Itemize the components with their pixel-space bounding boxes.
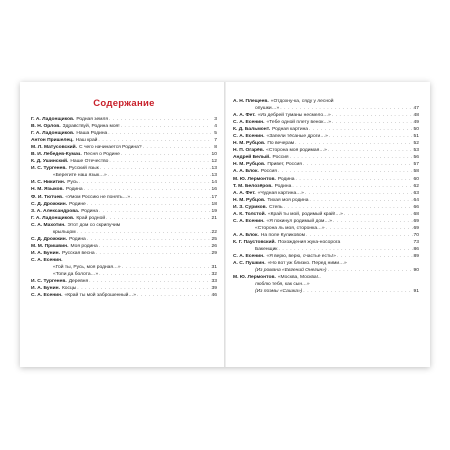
entry-title: Песня о Родине [83, 152, 120, 158]
contents-entry [31, 186, 217, 193]
dot-leader [143, 144, 211, 151]
entry-page-number: 22 [211, 229, 217, 235]
dot-leader [100, 165, 211, 172]
dot-leader [108, 130, 211, 137]
entry-title: С чего начинается Родина? [79, 145, 142, 151]
contents-entry [31, 285, 217, 292]
contents-entry [233, 133, 419, 140]
entry-title: Родина [81, 208, 98, 214]
entry-page-number: 29 [211, 250, 217, 256]
contents-entry [233, 183, 419, 190]
entry-author: С. Д. Дрожжин. [31, 236, 68, 242]
entry-title: Родина [277, 176, 295, 182]
entry-title: По вечерам [267, 141, 295, 147]
contents-entry [31, 130, 217, 137]
entry-author: Н. М. Рубцов. [233, 162, 266, 168]
entry-title: «Из дебрей туманы несмело…» [257, 113, 331, 119]
entry-title: Здравствуй, Родина моя! [62, 124, 120, 130]
entry-page-number: 86 [413, 246, 419, 252]
dot-leader [99, 208, 211, 215]
entry-page-number: 69 [413, 218, 419, 224]
entry-title: Родине [69, 201, 86, 207]
entry-title: Край родной [76, 215, 106, 221]
entry-page-number: 33 [211, 279, 217, 285]
entry-title: «Но вот уж близко. Перед ними…» [267, 261, 347, 267]
entry-author: К. Д. Ушинский. [31, 159, 69, 165]
entry-page-number: 51 [413, 134, 419, 140]
entry-page-number: 91 [413, 289, 419, 295]
entry-author: Антон Пришелец. [31, 138, 74, 144]
entry-author: И. С. Тургенев. [31, 166, 67, 172]
contents-entry [31, 222, 217, 229]
entry-title: Родина [65, 187, 83, 193]
entry-title: «Берегите наш язык…» [53, 173, 107, 179]
entry-author: И. С. Тургенев. [31, 279, 67, 285]
entry-page-number: 48 [413, 113, 419, 119]
dot-leader [328, 267, 413, 274]
entry-author: А. А. Блок. [233, 232, 259, 238]
contents-entry [31, 151, 217, 158]
contents-entry [233, 126, 419, 133]
contents-entry [233, 140, 419, 147]
entry-title: Деревня [68, 279, 89, 285]
entry-title: опушки…» [255, 106, 280, 112]
contents-entry [31, 236, 217, 243]
entry-author: З. А. Александрова. [31, 208, 80, 214]
dot-leader [109, 116, 211, 123]
entry-page-number: 39 [211, 286, 217, 292]
contents-entry [233, 267, 419, 274]
entry-author: И. С. Никитин. [31, 180, 66, 186]
dot-leader [292, 183, 412, 190]
dot-leader [295, 140, 412, 147]
contents-entry [31, 201, 217, 208]
entry-author: Андрей Белый. [233, 155, 271, 161]
entry-title: Наш край [75, 138, 98, 144]
entry-title: Тихая моя родина [267, 197, 309, 203]
entry-page-number: 7 [214, 138, 217, 144]
dot-leader [290, 154, 413, 161]
entry-author: Ф. И. Тютчев. [31, 194, 64, 200]
dot-leader [77, 229, 211, 236]
entry-title: «Я покинул родимый дом…» [266, 218, 333, 224]
contents-entry [31, 144, 217, 151]
dot-leader [89, 278, 210, 285]
entry-title: Наша Родина [76, 131, 108, 137]
entry-page-number: 64 [413, 197, 419, 203]
contents-entry [233, 154, 419, 161]
entry-author: С. Д. Дрожжин. [31, 201, 68, 207]
entry-author: И. З. Суриков. [233, 204, 267, 210]
entry-page-number: 26 [211, 243, 217, 249]
contents-title: Содержание [93, 98, 155, 109]
entry-page-number: 52 [413, 141, 419, 147]
dot-leader [303, 288, 412, 295]
dot-leader [121, 123, 211, 130]
contents-entry [233, 232, 419, 239]
entry-page-number: 49 [413, 120, 419, 126]
entry-title: Моя родина [70, 243, 98, 249]
entry-title: «Топи да болота…» [53, 272, 99, 278]
entry-title: «Сторона ль моя, сторонка…» [255, 225, 325, 231]
entry-page-number: 18 [211, 201, 217, 207]
contents-entry [233, 225, 419, 232]
entry-author: И. А. Бунин. [31, 286, 60, 292]
contents-entry [233, 98, 419, 105]
contents-list-left [31, 116, 217, 299]
entry-page-number: 53 [413, 148, 419, 154]
entry-author: М. Ю. Лермонтов. [233, 275, 276, 281]
entry-title: Родная земля [76, 117, 109, 122]
entry-author: А. Н. Плещеев. [233, 99, 269, 104]
entry-title: Бакенщик [255, 246, 278, 252]
dot-leader [278, 168, 413, 175]
dot-leader [98, 137, 211, 144]
entry-title: Наше Отечество [70, 159, 109, 165]
entry-title: «Умом Россию не понять…» [65, 194, 131, 200]
dot-leader [337, 253, 413, 260]
entry-page-number: 70 [413, 232, 419, 238]
entry-title: Русь [67, 180, 78, 186]
entry-page-number: 14 [211, 180, 217, 186]
entry-page-number: 69 [413, 225, 419, 231]
entry-page-number: 3 [214, 117, 217, 122]
contents-entry [233, 176, 419, 183]
entry-title: «Гой ты, Русь, моя родная…» [53, 264, 121, 270]
dot-leader [303, 161, 413, 168]
dot-leader [79, 179, 211, 186]
contents-entry [31, 165, 217, 172]
entry-author: К. Д. Бальмонт. [233, 127, 271, 133]
entry-page-number: 16 [211, 187, 217, 193]
contents-entry [233, 211, 419, 218]
entry-author: С. А. Есенин. [31, 257, 63, 263]
contents-entry [31, 123, 217, 130]
dot-leader [329, 133, 413, 140]
dot-leader [295, 176, 412, 183]
dot-leader [99, 243, 211, 250]
dot-leader [87, 236, 211, 243]
entry-title: «Сторона моя родимая…» [266, 148, 327, 154]
contents-entry [31, 194, 217, 201]
entry-author: Н. М. Языков. [31, 187, 64, 193]
entry-page-number: 31 [211, 264, 217, 270]
entry-author: А. А. Фет. [233, 190, 256, 196]
dot-leader [306, 232, 413, 239]
entry-author: Н. П. Огарёв. [233, 148, 265, 154]
entry-title: Русский язык [68, 166, 99, 172]
dot-leader [309, 126, 413, 133]
dot-leader [106, 215, 211, 222]
entry-page-number: 90 [413, 268, 419, 274]
entry-page-number: 58 [413, 169, 419, 175]
entry-page-number: 68 [413, 211, 419, 217]
entry-page-number: 5 [214, 131, 217, 137]
entry-page-number: 60 [413, 176, 419, 182]
contents-entry [31, 250, 217, 257]
entry-page-number: 10 [211, 152, 217, 158]
entry-page-number: 63 [413, 190, 419, 196]
entry-title: Родная картина [272, 127, 308, 133]
dot-leader [280, 105, 412, 112]
contents-entry [233, 190, 419, 197]
entry-page-number: 17 [211, 194, 217, 200]
entry-title: Степь [268, 204, 283, 210]
contents-entry [233, 239, 419, 246]
entry-page-number: 47 [413, 106, 419, 112]
contents-entry [233, 204, 419, 211]
dot-leader [328, 147, 413, 154]
right-page [225, 82, 430, 367]
contents-entry [233, 105, 419, 112]
entry-author: С. А. Есенин. [233, 218, 265, 224]
entry-author: Н. М. Рубцов. [233, 141, 266, 147]
entry-page-number: 13 [211, 166, 217, 172]
entry-page-number: 25 [211, 236, 217, 242]
entry-title: (Из поэмы «Сашка») [255, 289, 303, 295]
entry-title: «Я верю, верю, счастье есть!» [266, 254, 336, 260]
entry-author: С. А. Махотин. [31, 222, 66, 228]
dot-leader [108, 172, 211, 179]
entry-title: Россия [272, 155, 289, 161]
dot-leader [305, 190, 413, 197]
contents-entry [233, 147, 419, 154]
entry-page-number: 32 [211, 272, 217, 278]
entry-title: Похождения жука-носорога [277, 239, 341, 245]
left-page [20, 82, 225, 367]
entry-page-number: 13 [211, 173, 217, 179]
contents-entry [233, 253, 419, 260]
dot-leader [96, 250, 211, 257]
entry-author: Н. М. Рубцов. [233, 197, 266, 203]
entry-author: С. А. Есенин. [233, 134, 265, 140]
contents-entry [233, 112, 419, 119]
dot-leader [333, 218, 413, 225]
entry-title: «Чудная картина…» [257, 190, 304, 196]
entry-page-number: 50 [413, 127, 419, 133]
entry-title: Россия [260, 169, 277, 175]
entry-author: Г. А. Ладонщиков. [31, 117, 75, 122]
contents-entry [31, 229, 217, 236]
contents-entry [233, 197, 419, 204]
dot-leader [332, 119, 413, 126]
dot-leader [332, 112, 413, 119]
contents-entry [31, 208, 217, 215]
contents-entry [31, 158, 217, 165]
dot-leader [344, 211, 413, 218]
entry-title: Косцы [61, 286, 77, 292]
entry-author: К. Г. Паустовский. [233, 239, 276, 245]
entry-title: Родина [69, 236, 86, 242]
entry-title: На поле Куликовом [260, 232, 305, 238]
dot-leader [284, 204, 413, 211]
entry-author: А. А. Блок. [233, 169, 259, 175]
entry-title: «Москва, Москва!.. [277, 275, 321, 281]
entry-page-number: 21 [211, 215, 217, 221]
entry-page-number: 8 [214, 145, 217, 151]
entry-page-number: 12 [211, 159, 217, 165]
entry-title: Родина [274, 183, 292, 189]
contents-entry [233, 274, 419, 281]
contents-entry [233, 281, 419, 288]
entry-title: Русская весна [61, 250, 95, 256]
entry-page-number: 19 [211, 208, 217, 214]
entry-author: М. М. Пришвин. [31, 243, 69, 249]
contents-entry [31, 215, 217, 222]
dot-leader [137, 292, 211, 299]
entry-author: В. И. Лебедев-Кумач. [31, 152, 82, 158]
entry-page-number: 73 [413, 239, 419, 245]
entry-title: крыльцом [53, 229, 76, 235]
contents-entry [31, 172, 217, 179]
entry-author: С. А. Есенин. [31, 293, 63, 299]
dot-leader [99, 271, 210, 278]
entry-page-number: 57 [413, 162, 419, 168]
contents-entry [31, 243, 217, 250]
contents-entry [233, 218, 419, 225]
entry-page-number: 4 [214, 124, 217, 130]
entry-page-number: 46 [211, 293, 217, 299]
entry-title: «Отдохну-ка, сяду у лесной [270, 99, 334, 104]
entry-page-number: 89 [413, 254, 419, 260]
contents-entry [233, 246, 419, 253]
dot-leader [109, 158, 210, 165]
contents-entry [31, 271, 217, 278]
entry-title: «Запели тёсаные дроги…» [266, 134, 328, 140]
contents-entry [31, 292, 217, 299]
entry-author: С. А. Есенин. [233, 120, 265, 126]
dot-leader [84, 186, 211, 193]
dot-leader [309, 197, 412, 204]
dot-leader [278, 246, 412, 253]
entry-author: М. Ю. Лермонтов. [233, 176, 276, 182]
entry-title: люблю тебя, как сын…» [255, 282, 310, 288]
contents-entry [233, 260, 419, 267]
entry-author: В. Н. Орлов. [31, 124, 61, 130]
entry-author: Г. А. Ладонщиков. [31, 215, 75, 221]
entry-author: И. А. Бунин. [31, 250, 60, 256]
dot-leader [131, 194, 210, 201]
contents-entry [31, 137, 217, 144]
contents-entry [31, 257, 217, 264]
dot-leader [77, 285, 210, 292]
contents-entry [233, 161, 419, 168]
dot-leader [326, 225, 413, 232]
entry-page-number: 66 [413, 204, 419, 210]
dot-leader [122, 264, 211, 271]
contents-entry [233, 119, 419, 126]
entry-page-number: 56 [413, 155, 419, 161]
entry-page-number: 62 [413, 183, 419, 189]
entry-author: С. А. Есенин. [233, 254, 265, 260]
contents-entry [31, 264, 217, 271]
contents-entry [31, 278, 217, 285]
entry-title: «Тебе одной плету венок…» [266, 120, 331, 126]
contents-entry [233, 168, 419, 175]
entry-author: Г. А. Ладонщиков. [31, 131, 75, 137]
dot-leader [121, 151, 211, 158]
entry-title: «Край ты мой, родимый край!…» [267, 211, 343, 217]
entry-author: А. С. Пушкин. [233, 261, 266, 267]
entry-author: М. Л. Матусовский. [31, 145, 78, 151]
contents-entry [31, 179, 217, 186]
book-spread [20, 82, 430, 367]
entry-title: Этот дом со скрипучим [67, 222, 121, 228]
entry-title: (Из романа «Евгений Онегин») [255, 268, 327, 274]
contents-list-right [233, 98, 419, 295]
entry-author: А. А. Фет. [233, 113, 256, 119]
entry-title: «Край ты мой заброшенный…» [64, 293, 136, 299]
contents-entry [31, 116, 217, 123]
entry-author: А. К. Толстой. [233, 211, 266, 217]
entry-author: Т. М. Белозёров. [233, 183, 273, 189]
entry-title: Привет, Россия [267, 162, 302, 168]
dot-leader [87, 201, 211, 208]
contents-entry [233, 288, 419, 295]
